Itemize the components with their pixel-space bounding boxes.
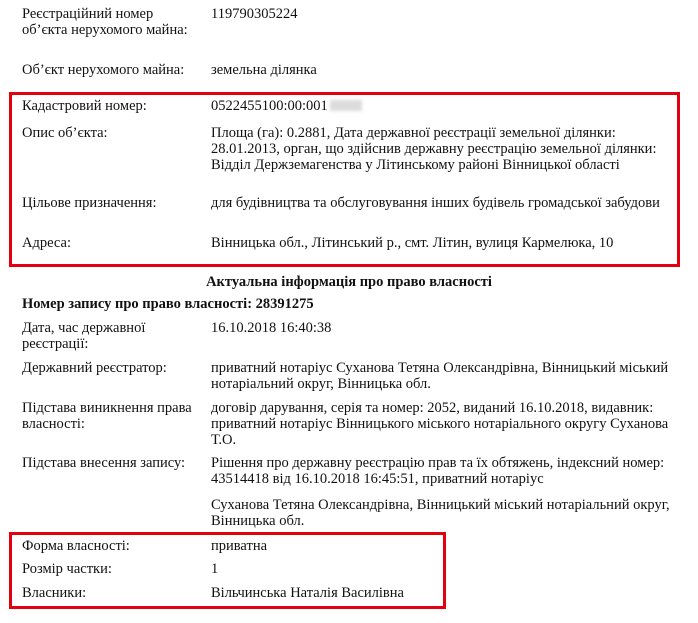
form-label: Форма власності: [22,538,130,554]
share-label: Розмір частки: [22,561,112,577]
object-value: земельна ділянка [211,62,317,78]
highlight-box-ownership [9,532,446,609]
address-value: Вінницька обл., Літинський р., смт. Літин, вулиця Кармелюка, 10 [211,235,614,251]
cadastral-label: Кадастровий номер: [22,98,147,114]
record-label: Номер запису про право власності: [22,296,253,312]
cadastral-value: 0522455100:00:001 [211,98,328,114]
object-label: Об’єкт нерухомого майна: [22,62,185,78]
date-value: 16.10.2018 16:40:38 [211,320,332,336]
date-label: Дата, час державної реєстрації: [22,320,146,352]
entry-value-2: Суханова Тетяна Олександрівна, Вінницький міський нотаріальний округ, Вінницька обл. [211,497,670,529]
reg-number-value: 119790305224 [211,6,298,22]
share-value: 1 [211,561,219,577]
basis-label: Підстава виникнення права власності: [22,400,192,432]
description-value: Площа (га): 0.2881, Дата державної реєстрації земельної ділянки: 28.01.2013, орган, що здійснив державну реєстрацію земельної ділянки: Відділ Держземагенства у Літинському районі Вінницької області [211,125,657,173]
purpose-label: Цільове призначення: [22,195,157,211]
basis-value: договір дарування, серія та номер: 2052, виданий 16.10.2018, видавник: приватний нотаріус Вінницького міського нотаріального округу Суханова Т.О. [211,400,669,448]
record-line [22,296,314,312]
entry-label: Підстава внесення запису: [22,455,186,471]
description-label: Опис об’єкта: [22,125,108,141]
highlight-box-property [9,92,680,267]
registrar-value: приватний нотаріус Суханова Тетяна Олександрівна, Вінницький міський нотаріальний округ, Вінницька обл. [211,360,669,392]
purpose-value: для будівництва та обслуговування інших будівель громадської забудови [211,195,660,211]
ownership-heading: Актуальна інформація про право власності [206,274,492,290]
entry-value: Рішення про державну реєстрацію прав та їх обтяжень, індексний номер: 43514418 від 16.10.2018 16:45:51, приватний нотаріус [211,455,665,487]
owners-label: Власники: [22,585,87,601]
record-number: 28391275 [255,296,314,312]
owners-value: Вільчинська Наталія Василівна [211,585,404,601]
form-value: приватна [211,538,268,554]
reg-number-label: Реєстраційний номер об’єкта нерухомого майна: [22,6,188,38]
address-label: Адреса: [22,235,71,251]
registrar-label: Державний реєстратор: [22,360,167,376]
